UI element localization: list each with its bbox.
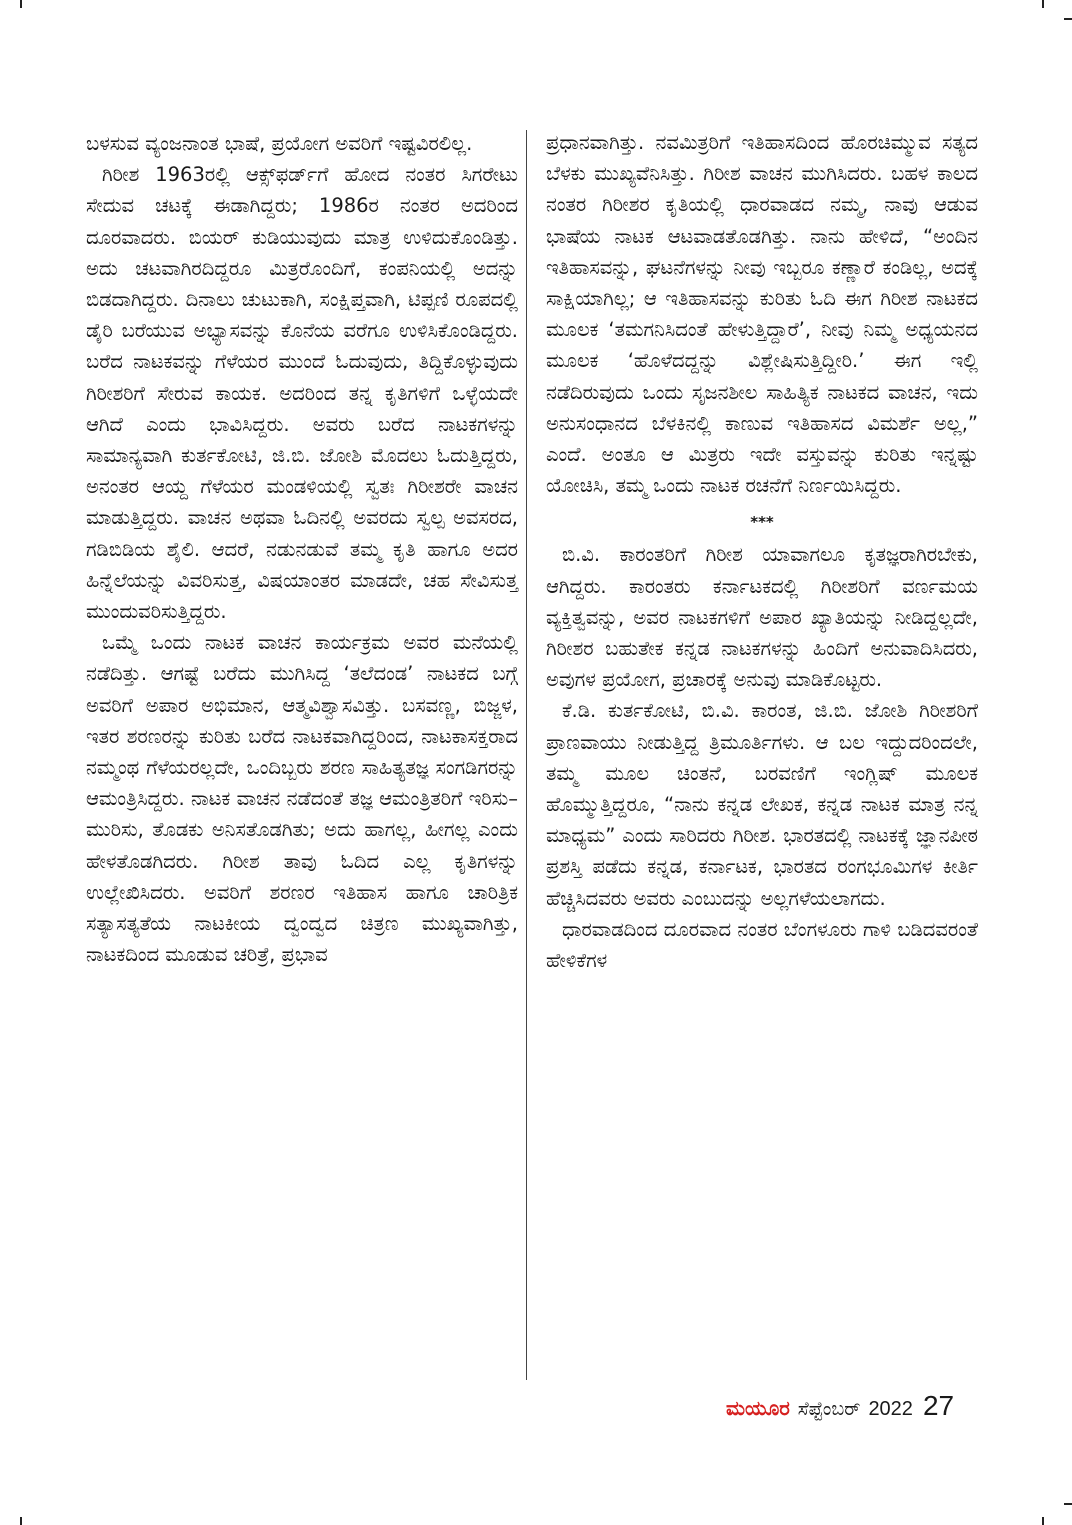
issue-month: ಸೆಪ್ಟೆಂಬರ್ [797,1398,861,1420]
paragraph: ಕೆ.ಡಿ. ಕುರ್ತಕೋಟಿ, ಬಿ.ವಿ. ಕಾರಂತ, ಜಿ.ಬಿ. ಜೋಶಿ ಗಿರೀಶರಿಗೆ ಪ್ರಾಣವಾಯು ನೀಡುತ್ತಿದ್ದ ತ್ರಿಮೂರ್ತಿಗಳು. ಆ ಬಲ ಇದ್ದುದರಿಂದಲೇ, ತಮ್ಮ ಮೂಲ ಚಿಂತನೆ, ಬರವಣಿಗೆ ಇಂಗ್ಲಿಷ್ ಮೂಲಕ ಹೊಮ್ಮುತ್ತಿದ್ದರೂ, “ನಾನು ಕನ್ನಡ ಲೇಖಕ, ಕನ್ನಡ ನಾಟಕ ಮಾತ್ರ ನನ್ನ ಮಾಧ್ಯಮ” ಎಂದು ಸಾರಿದರು ಗಿರೀಶ. ಭಾರತದಲ್ಲಿ ನಾಟಕಕ್ಕೆ ಜ್ಞಾನಪೀಠ ಪ್ರಶಸ್ತಿ ಪಡೆದು ಕನ್ನಡ, ಕರ್ನಾಟಕ, ಭಾರತದ ರಂಗಭೂಮಿಗಳ ಕೀರ್ತಿ ಹೆಚ್ಚಿಸಿದವರು ಅವರು ಎಂಬುದನ್ನು ಅಲ್ಲಗಳೆಯಲಾಗದು. [546,699,978,910]
crop-mark-right-bottom [1064,1503,1072,1505]
paragraph: ಬಿ.ವಿ. ಕಾರಂತರಿಗೆ ಗಿರೀಶ ಯಾವಾಗಲೂ ಕೃತಜ್ಞರಾಗಿರಬೇಕು, ಆಗಿದ್ದರು. ಕಾರಂತರು ಕರ್ನಾಟಕದಲ್ಲಿ ಗಿರೀಶರಿಗೆ ವರ್ಣಮಯ ವ್ಯಕ್ತಿತ್ವವನ್ನು, ಅವರ ನಾಟಕಗಳಿಗೆ ಅಪಾರ ಖ್ಯಾತಿಯನ್ನು ನೀಡಿದ್ದಲ್ಲದೇ, ಗಿರೀಶರ ಬಹುತೇಕ ಕನ್ನಡ ನಾಟಕಗಳನ್ನು ಹಿಂದಿಗೆ ಅನುವಾದಿಸಿದರು, ಅವುಗಳ ಪ್ರಯೋಗ, ಪ್ರಚಾರಕ್ಕೆ ಅನುವು ಮಾಡಿಕೊಟ್ಟರು. [546,543,978,692]
crop-mark-bottom-right [1042,1517,1044,1525]
issue-year: 2022 [868,1398,913,1420]
column-divider [526,130,527,1380]
paragraph: ಪ್ರಧಾನವಾಗಿತ್ತು. ನವಮಿತ್ರರಿಗೆ ಇತಿಹಾಸದಿಂದ ಹೊರಚಿಮ್ಮುವ ಸತ್ಯದ ಬೆಳಕು ಮುಖ್ಯವೆನಿಸಿತ್ತು. ಗಿರೀಶ ವಾಚನ ಮುಗಿಸಿದರು. ಬಹಳ ಕಾಲದ ನಂತರ ಗಿರೀಶರ ಕೃತಿಯಲ್ಲಿ ಧಾರವಾಡದ ನಮ್ಮ, ನಾವು ಆಡುವ ಭಾಷೆಯ ನಾಟಕ ಆಟವಾಡತೊಡಗಿತ್ತು. ನಾನು ಹೇಳಿದೆ, “ಅಂದಿನ ಇತಿಹಾಸವನ್ನು, ಘಟನೆಗಳನ್ನು ನೀವು ಇಬ್ಬರೂ ಕಣ್ಣಾರೆ ಕಂಡಿಲ್ಲ, ಅದಕ್ಕೆ ಸಾಕ್ಷಿಯಾಗಿಲ್ಲ; ಆ ಇತಿಹಾಸವನ್ನು ಕುರಿತು ಓದಿ ಈಗ ಗಿರೀಶ ನಾಟಕದ ಮೂಲಕ ‘ತಮಗನಿಸಿದಂತೆ ಹೇಳುತ್ತಿದ್ದಾರೆ’, ನೀವು ನಿಮ್ಮ ಅಧ್ಯಯನದ ಮೂಲಕ ‘ಹೊಳೆದದ್ದನ್ನು ವಿಶ್ಲೇಷಿಸುತ್ತಿದ್ದೀರಿ.’ ಈಗ ಇಲ್ಲಿ ನಡೆದಿರುವುದು ಒಂದು ಸೃಜನಶೀಲ ಸಾಹಿತ್ಯಿಕ ನಾಟಕದ ವಾಚನ, ಇದು ಅನುಸಂಧಾನದ ಬೆಳಕಿನಲ್ಲಿ ಕಾಣುವ ಇತಿಹಾಸದ ವಿಮರ್ಶೆ ಅಲ್ಲ,” ಎಂದೆ. ಅಂತೂ ಆ ಮಿತ್ರರು ಇದೇ ವಸ್ತುವನ್ನು ಕುರಿತು ಇನ್ನಷ್ಟು ಯೋಚಿಸಿ, ತಮ್ಮ ಒಂದು ನಾಟಕ ರಚನೆಗೆ ನಿರ್ಣಯಿಸಿದ್ದರು. [546,131,978,498]
paragraph: ಒಮ್ಮೆ ಒಂದು ನಾಟಕ ವಾಚನ ಕಾರ್ಯಕ್ರಮ ಅವರ ಮನೆಯಲ್ಲಿ ನಡೆದಿತ್ತು. ಆಗಷ್ಟೆ ಬರೆದು ಮುಗಿಸಿದ್ದ ‘ತಲೆದಂಡ’ ನಾಟಕದ ಬಗ್ಗೆ ಅವರಿಗೆ ಅಪಾರ ಅಭಿಮಾನ, ಆತ್ಮವಿಶ್ವಾಸವಿತ್ತು. ಬಸವಣ್ಣ, ಬಿಜ್ಜಳ, ಇತರ ಶರಣರನ್ನು ಕುರಿತು ಬರೆದ ನಾಟಕವಾಗಿದ್ದರಿಂದ, ನಾಟಕಾಸಕ್ತರಾದ ನಮ್ಮಂಥ ಗೆಳೆಯರಲ್ಲದೇ, ಒಂದಿಬ್ಬರು ಶರಣ ಸಾಹಿತ್ಯತಜ್ಞ ಸಂಗಡಿಗರನ್ನು ಆಮಂತ್ರಿಸಿದ್ದರು. ನಾಟಕ ವಾಚನ ನಡೆದಂತೆ ತಜ್ಞ ಆಮಂತ್ರಿತರಿಗೆ ಇರಿಸು–ಮುರಿಸು, ತೊಡಕು ಅನಿಸತೊಡಗಿತು; ಅದು ಹಾಗಲ್ಲ, ಹೀಗಲ್ಲ ಎಂದು ಹೇಳತೊಡಗಿದರು. ಗಿರೀಶ ತಾವು ಓದಿದ ಎಲ್ಲ ಕೃತಿಗಳನ್ನು ಉಲ್ಲೇಖಿಸಿದರು. ಅವರಿಗೆ ಶರಣರ ಇತಿಹಾಸ ಹಾಗೂ ಚಾರಿತ್ರಿಕ ಸತ್ಯಾಸತ್ಯತೆಯ ನಾಟಕೀಯ ದ್ವಂದ್ವದ ಚಿತ್ರಣ ಮುಖ್ಯವಾಗಿತ್ತು, ನಾಟಕದಿಂದ ಮೂಡುವ ಚರಿತ್ರೆ, ಪ್ರಭಾವ [86,631,518,967]
page-number: 27 [922,1390,955,1421]
crop-mark-bottom-left [20,1517,22,1525]
crop-mark-right-top [1064,18,1072,20]
right-column [546,127,978,976]
page-footer [726,1390,976,1434]
paragraph: ಗಿರೀಶ 1963ರಲ್ಲಿ ಆಕ್ಸ್‌ಫರ್ಡ್‌ಗೆ ಹೋದ ನಂತರ ಸಿಗರೇಟು ಸೇದುವ ಚಟಕ್ಕೆ ಈಡಾಗಿದ್ದರು; 1986ರ ನಂತರ ಅದರಿಂದ ದೂರವಾದರು. ಬಿಯರ್ ಕುಡಿಯುವುದು ಮಾತ್ರ ಉಳಿದುಕೊಂಡಿತ್ತು. ಅದು ಚಟವಾಗಿರದಿದ್ದರೂ ಮಿತ್ರರೊಂದಿಗೆ, ಕಂಪನಿಯಲ್ಲಿ ಅದನ್ನು ಬಿಡದಾಗಿದ್ದರು. ದಿನಾಲು ಚುಟುಕಾಗಿ, ಸಂಕ್ಷಿಪ್ತವಾಗಿ, ಟಿಪ್ಪಣಿ ರೂಪದಲ್ಲಿ ಡೈರಿ ಬರೆಯುವ ಅಭ್ಯಾಸವನ್ನು ಕೊನೆಯ ವರೆಗೂ ಉಳಿಸಿಕೊಂಡಿದ್ದರು. ಬರೆದ ನಾಟಕವನ್ನು ಗೆಳೆಯರ ಮುಂದೆ ಓದುವುದು, ತಿದ್ದಿಕೊಳ್ಳುವುದು ಗಿರೀಶರಿಗೆ ಸೇರುವ ಕಾಯಕ. ಅದರಿಂದ ತನ್ನ ಕೃತಿಗಳಿಗೆ ಒಳ್ಳೆಯದೇ ಆಗಿದೆ ಎಂದು ಭಾವಿಸಿದ್ದರು. ಅವರು ಬರೆದ ನಾಟಕಗಳನ್ನು ಸಾಮಾನ್ಯವಾಗಿ ಕುರ್ತಕೋಟಿ, ಜಿ.ಬಿ. ಜೋಶಿ ಮೊದಲು ಓದುತ್ತಿದ್ದರು, ಅನಂತರ ಆಯ್ದ ಗೆಳೆಯರ ಮಂಡಳಿಯಲ್ಲಿ ಸ್ವತಃ ಗಿರೀಶರೇ ವಾಚನ ಮಾಡುತ್ತಿದ್ದರು. ವಾಚನ ಅಥವಾ ಓದಿನಲ್ಲಿ ಅವರದು ಸ್ವಲ್ಪ ಅವಸರದ, ಗಡಿಬಿಡಿಯ ಶೈಲಿ. ಆದರೆ, ನಡುನಡುವೆ ತಮ್ಮ ಕೃತಿ ಹಾಗೂ ಅದರ ಹಿನ್ನೆಲೆಯನ್ನು ವಿವರಿಸುತ್ತ, ವಿಷಯಾಂತರ ಮಾಡದೇ, ಚಹ ಸೇವಿಸುತ್ತ ಮುಂದುವರಿಸುತ್ತಿದ್ದರು. [86,163,518,624]
crop-mark-top-right [1042,0,1044,8]
paragraph: ಬಳಸುವ ವ್ಯಂಜನಾಂತ ಭಾಷೆ, ಪ್ರಯೋಗ ಅವರಿಗೆ ಇಷ್ಟವಿರಲಿಲ್ಲ. [86,132,473,155]
crop-mark-top-left [20,0,22,8]
section-separator: *** [750,513,774,532]
paragraph: ಧಾರವಾಡದಿಂದ ದೂರವಾದ ನಂತರ ಬೆಂಗಳೂರು ಗಾಳಿ ಬಡಿದವರಂತೆ ಹೇಳಿಕೆಗಳ [546,917,978,973]
magazine-logo: ಮಯೂರ [726,1396,790,1420]
left-column [86,128,518,970]
